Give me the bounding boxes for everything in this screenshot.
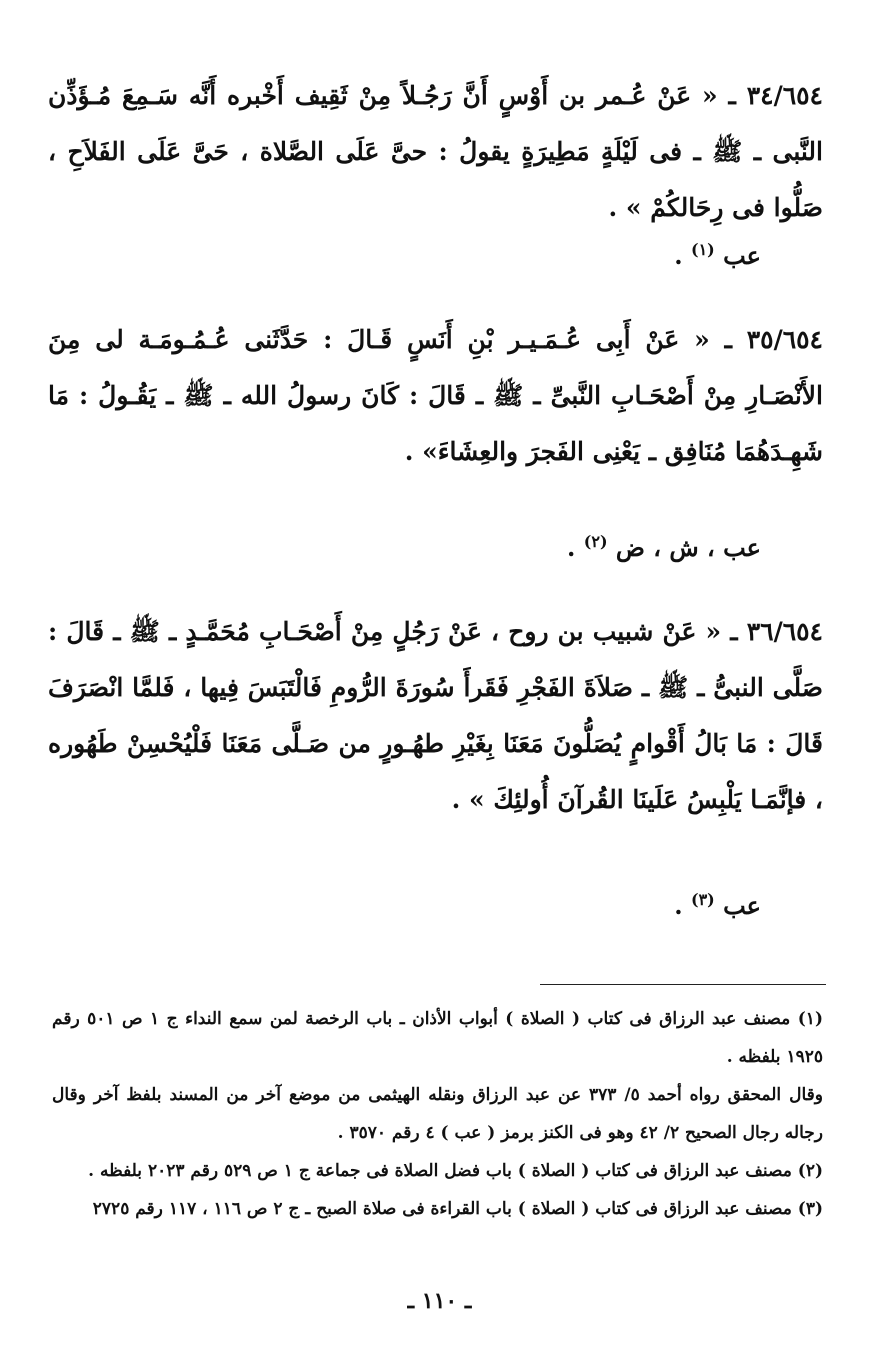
footnote-ref: (٢) <box>583 532 608 551</box>
hadith-paragraph-34: ٣٤/٦٥٤ ـ « عَنْ عُـمر بن أَوْسٍ أَنَّ رَجُـلاً مِنْ ثَقِيف أَخْبره أَنَّه سَـمِعَ مُـؤَذِّن النَّبى ـ ﷺ ـ فى لَيْلَةٍ مَطِيرَةٍ يقولُ : حىَّ عَلَى الصَّلاة ، حَىَّ عَلَى الفَلاَحِ ، صَلُّوا فى رِحَالكُمْ » . <box>48 81 823 222</box>
footnotes <box>52 1000 823 1228</box>
footnote-2: (٢) مصنف عبد الرزاق فى كتاب ( الصلاة ) باب فضل الصلاة فى جماعة ج ١ ص ٥٢٩ رقم ٢٠٢٣ بلفظه . <box>88 1161 823 1181</box>
footnote-3: (٣) مصنف عبد الرزاق فى كتاب ( الصلاة ) باب القراءة فى صلاة الصبح ـ ج ٢ ص ١١٦ ، ١١٧ رقم ٢٧٢٥ <box>92 1199 823 1219</box>
source-abbrev: عب <box>723 891 761 920</box>
hadith-paragraph-36: ٣٦/٦٥٤ ـ « عَنْ شبيب بن روح ، عَنْ رَجُلٍ مِنْ أَصْحَـابِ مُحَمَّـدٍ ـ ﷺ ـ قَالَ : صَلَّى النبىُّ ـ ﷺ ـ صَلاَةَ الفَجْرِ فَقَرأَ سُورَةَ الرُّومِ فَالْتَبَسَ فِيها ، فَلمَّا انْصَرَفَ قَالَ : مَا بَالُ أَقْوامٍ يُصَلُّونَ مَعَنَا بِغَيْرِ طهُـورٍ من صَـلَّى مَعَنَا فَلْيُحْسِنْ طَهُوره ، فإنَّمَـا يَلْبِسُ عَلَينَا القُرآنَ أُولئِكَ » . <box>48 617 823 814</box>
hadith-paragraph-35: ٣٥/٦٥٤ ـ « عَنْ أَبِى عُـمَـيـر بْنِ أَنَسٍ قَـالَ : حَدَّثَنى عُـمُـومَـة لى مِنَ الأَنْصَـارِ مِنْ أَصْحَـابِ النَّبىِّ ـ ﷺ ـ قَالَ : كَانَ رسولُ الله ـ ﷺ ـ يَقُـولُ : مَا شَهِـدَهُمَا مُنَافِق ـ يَعْنِى الفَجرَ والعِشَاءَ» . <box>48 325 823 466</box>
period: . <box>567 533 576 562</box>
period: . <box>674 891 683 920</box>
period: . <box>674 241 683 270</box>
hadith-source-36 <box>674 890 761 920</box>
hadith-source-35 <box>567 532 761 562</box>
footnote-1: (١) مصنف عبد الرزاق فى كتاب ( الصلاة ) أبواب الأذان ـ باب الرخصة لمن سمع النداء ج ١ ص ٥٠١ رقم ١٩٢٥ بلفظه . <box>52 1009 823 1067</box>
footnote-ref: (١) <box>691 240 715 259</box>
footnote-separator <box>540 984 826 985</box>
source-abbrev: عب ، ش ، ض <box>615 533 761 562</box>
footnote-ref: (٣) <box>691 890 715 909</box>
page-number: ـ ١١٠ ـ <box>407 1288 472 1314</box>
hadith-source-34 <box>674 240 761 270</box>
footnote-1-continuation: وقال المحقق رواه أحمد ٥/ ٣٧٣ عن عبد الرزاق ونقله الهيثمى من موضع آخر من المسند بلفظ آخر وقال رجاله رجال الصحيح ٢/ ٤٢ وهو فى الكنز برمز ( عب ) ٤ رقم ٣٥٧٠ . <box>52 1085 823 1143</box>
source-abbrev: عب <box>723 241 761 270</box>
